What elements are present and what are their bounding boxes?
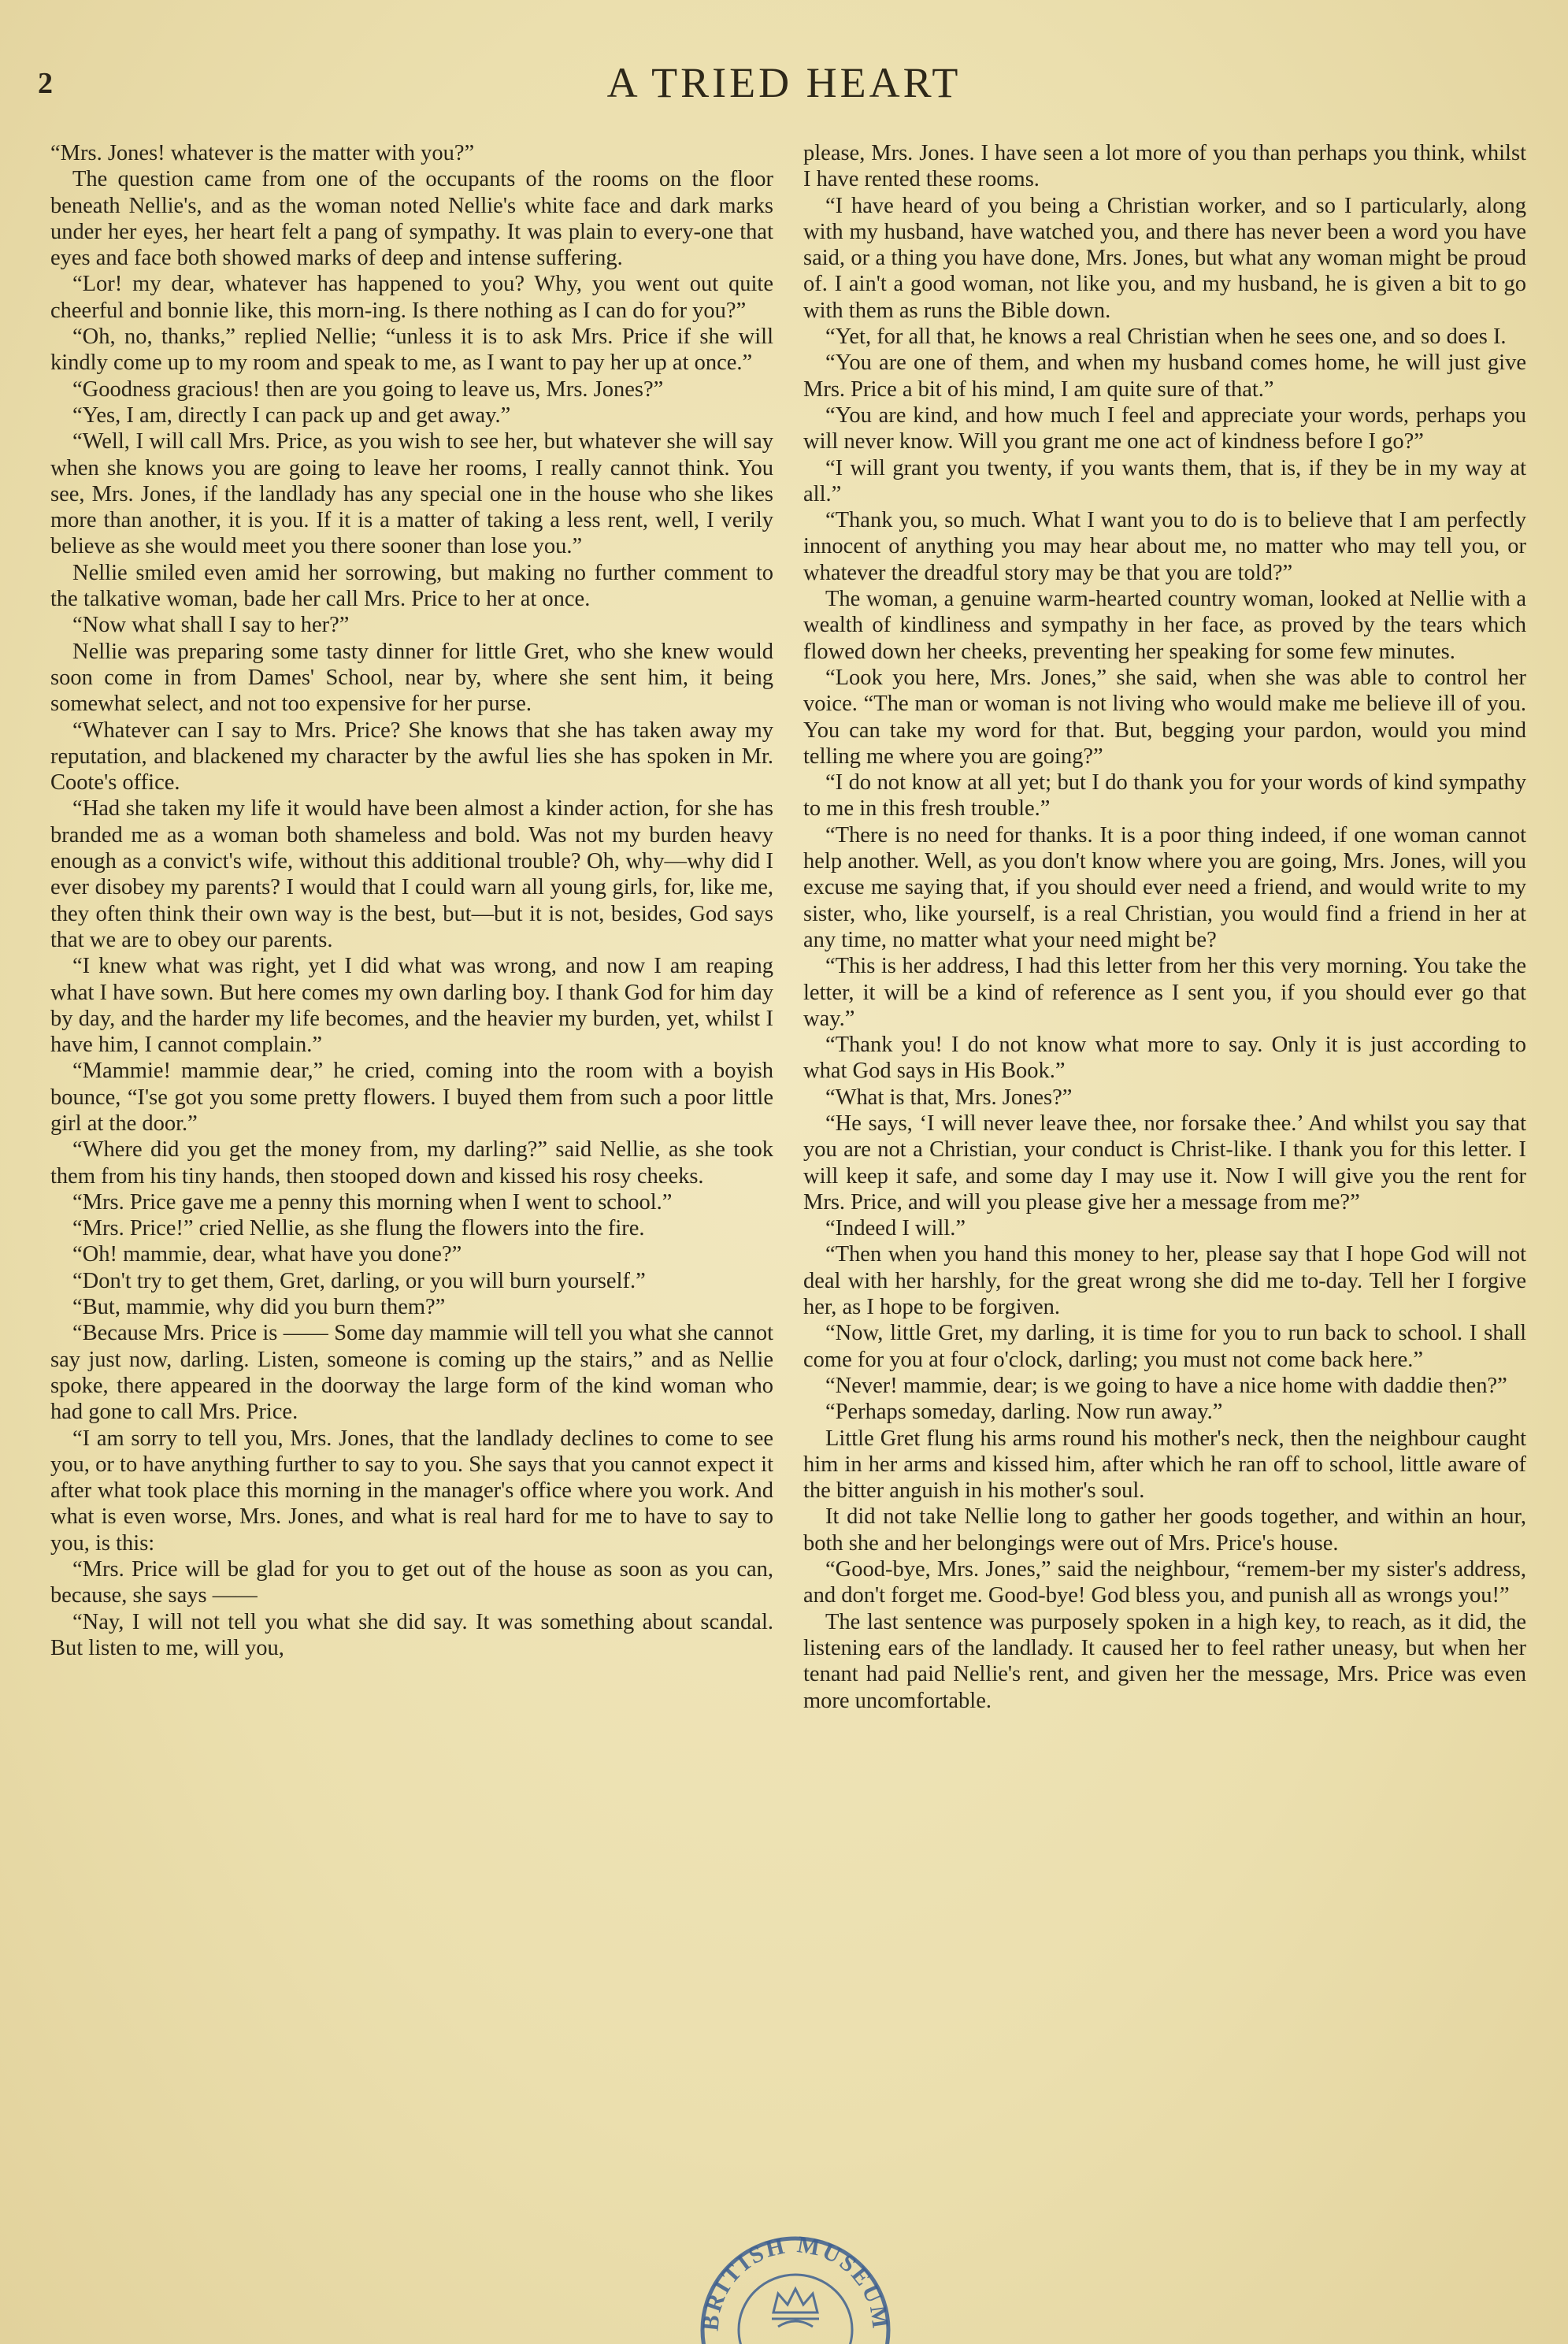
paragraph: “Now what shall I say to her?” [72,613,350,638]
paragraph: “Mrs. Price gave me a penny this morning when I went to school.” [72,1189,673,1215]
paragraph: “Perhaps someday, darling. Now run away.” [825,1400,1223,1425]
paragraph: “Where did you get the money from, my darling?” said Nellie, as she took them from his tiny hands, then stooped down and kissed his rosy cheeks. [50,1137,773,1189]
running-title: A TRIED HEART [606,59,962,106]
paragraph: The question came from one of the occupants of the rooms on the floor beneath Nellie's, and as the woman noted Nellie's white face and dark marks under her eyes, her heart felt a pang of sympathy. It was plain to every-one that eyes and face both showed marks of deep and intense suffering. [50,167,773,271]
paragraph: “Oh, no, thanks,” replied Nellie; “unless it is to ask Mrs. Price if she will kindly come up to my room and speak to me, as I want to pay her up at once.” [50,325,773,376]
paragraph: “But, mammie, why did you burn them?” [72,1295,446,1320]
paragraph: “Mrs. Price!” cried Nellie, as she flung the flowers into the fire. [72,1216,645,1241]
paragraph: “Good-bye, Mrs. Jones,” said the neighbour, “remem-ber my sister's address, and don't forget me. Good-bye! God bless you, and punish all as wrongs you!” [803,1557,1526,1608]
paragraph: “Mrs. Jones! whatever is the matter with you?” [50,141,475,165]
paragraph: “Whatever can I say to Mrs. Price? She knows that she has taken away my reputation, and blackened my character by the awful lies she has spoken in Mr. Coote's office. [50,718,773,796]
paragraph: please, Mrs. Jones. I have seen a lot more of you than perhaps you think, whilst I have rented these rooms. [803,141,1526,192]
paragraph: “This is her address, I had this letter from her this very morning. You take the letter, it will be a kind of reference as I sent you, if you should ever go that way.” [803,954,1526,1031]
paragraph: “Oh! mammie, dear, what have you done?” [72,1242,462,1267]
paragraph: “Lor! my dear, whatever has happened to you? Why, you went out quite cheerful and bonnie like, this morn-ing. Is there nothing as I can do for you?” [50,272,773,323]
paragraph: “I will grant you twenty, if you wants them, that is, if they be in my way at all.” [803,455,1526,506]
paragraph: “Indeed I will.” [825,1216,966,1241]
paragraph: “Look you here, Mrs. Jones,” she said, when she was able to control her voice. “The man or woman is not living who would make me believe ill of you. You can take my word for that. But, begging your pardon, would you mind telling me where you are going?” [803,665,1526,769]
paragraph: Little Gret flung his arms round his mother's neck, then the neighbour caught him in her arms and kissed him, after which he ran off to school, little aware of the bitter anguish in his mother's soul. [803,1426,1526,1504]
paragraph: “Now, little Gret, my darling, it is time for you to run back to school. I shall come for you at four o'clock, darling; you must not come back here.” [803,1321,1526,1372]
paragraph: “Mrs. Price will be glad for you to get out of the house as soon as you can, because, she says —— [50,1557,773,1608]
paragraph: “Mammie! mammie dear,” he cried, coming into the room with a boyish bounce, “I'se got you some pretty flowers. I buyed them from such a poor little girl at the door.” [50,1059,773,1136]
paragraph: Nellie was preparing some tasty dinner for little Gret, who she knew would soon come in from Dames' School, near by, where she sent him, it being somewhat select, and not too expensive for her purse. [50,639,773,717]
page-number: 2 [38,67,53,100]
paragraph: “Thank you! I do not know what more to say. Only it is just according to what God says in His Book.” [803,1033,1526,1084]
stamp-text: BRITISH MUSEUM [697,2231,894,2332]
paragraph: “You are kind, and how much I feel and appreciate your words, perhaps you will never know. Will you grant me one act of kindness before I go?” [803,402,1526,454]
paragraph: It did not take Nellie long to gather her goods together, and within an hour, both she and her belongings were out of Mrs. Price's house. [803,1504,1526,1556]
paragraph: “I knew what was right, yet I did what was wrong, and now I am reaping what I have sown. But here comes my own darling boy. I thank God for him day by day, and the harder my life becomes, and the heavier my burden, yet, whilst I have him, I cannot complain.” [50,954,773,1058]
svg-text:BRITISH MUSEUM [697,2231,894,2332]
right-column [803,140,1526,1714]
paragraph: “Goodness gracious! then are you going to leave us, Mrs. Jones?” [72,376,664,402]
paragraph: “He says, ‘I will never leave thee, nor forsake thee.’ And whilst you say that you are not a Christian, your conduct is Christ-like. I thank you for this letter. I will keep it safe, and some day I may use it. Now I will give you the rent for Mrs. Price, and will you please give her a message from me?” [803,1111,1526,1215]
library-stamp [685,2212,906,2344]
paragraph: “Because Mrs. Price is —— Some day mammie will tell you what she cannot say just now, darling. Listen, someone is coming up the stairs,” and as Nellie spoke, there appeared in the doorway the large form of the kind woman who had gone to call Mrs. Price. [50,1321,773,1425]
paragraph: “Had she taken my life it would have been almost a kinder action, for she has branded me as a woman both shameless and bold. Was not my burden heavy enough as a convict's wife, without this additional trouble? Oh, why—why did I ever disobey my parents? I would that I could warn all young girls, for, like me, they often think their own way is the best, but—but it is not, besides, God says that we are to obey our parents. [50,796,773,952]
paragraph: The last sentence was purposely spoken in a high key, to reach, as it did, the listening ears of the landlady. It caused her to feel rather uneasy, but when her tenant had paid Nellie's rent, and given her the message, Mrs. Price was even more uncomfortable. [803,1609,1526,1713]
paragraph: “Then when you hand this money to her, please say that I hope God will not deal with her harshly, for the great wrong she did me to-day. Tell her I forgive her, as I hope to be forgiven. [803,1242,1526,1320]
stamp-ring-inner [739,2275,852,2344]
paragraph: “Well, I will call Mrs. Price, as you wish to see her, but whatever she will say when she knows you are going to leave her rooms, I really cannot think. You see, Mrs. Jones, if the landlady has any special one in the house who she likes more than another, it is you. If it is a matter of taking a less rent, well, I verily believe as she would meet you there sooner than lose you.” [50,429,773,559]
paragraph: “Yes, I am, directly I can pack up and get away.” [72,402,511,428]
paragraph: Nellie smiled even amid her sorrowing, but making no further comment to the talkative woman, bade her call Mrs. Price to her at once. [50,560,773,612]
paragraph: “Don't try to get them, Gret, darling, or you will burn yourself.” [72,1268,646,1293]
paragraph: “I do not know at all yet; but I do thank you for your words of kind sympathy to me in this fresh trouble.” [803,770,1526,822]
crown-icon [772,2289,819,2327]
paragraph: “I am sorry to tell you, Mrs. Jones, that the landlady declines to come to see you, or to have anything further to say to you. She says that you cannot expect it after what took place this morning in the manager's office where you work. And what is even worse, Mrs. Jones, and what is real hard for me to have to say to you, is this: [50,1426,773,1556]
left-column [50,140,773,1661]
paragraph: The woman, a genuine warm-hearted country woman, looked at Nellie with a wealth of kindliness and sympathy in her face, as proved by the tears which flowed down her cheeks, preventing her speaking for some few minutes. [803,587,1526,664]
paragraph: “There is no need for thanks. It is a poor thing indeed, if one woman cannot help another. Well, as you don't know where you are going, Mrs. Jones, will you excuse me saying that, if you should ever need a friend, and would write to my sister, who, like yourself, is a real Christian, you would find a friend in her at any time, no matter what your need might be? [803,822,1526,952]
paragraph: “Never! mammie, dear; is we going to have a nice home with daddie then?” [825,1373,1507,1398]
paragraph: “I have heard of you being a Christian worker, and so I particularly, along with my husband, have watched you, and there has never been a word you have said, or a thing you have done, Mrs. Jones, but what any woman might be proud of. I ain't a good woman, not like you, and my husband, he is given a bit to go with them as runs the Bible down. [803,193,1526,323]
paragraph: “Yet, for all that, he knows a real Christian when he sees one, and so does I. [825,325,1507,350]
paragraph: “You are one of them, and when my husband comes home, he will just give Mrs. Price a bit of his mind, I am quite sure of that.” [803,350,1526,402]
paragraph: “Nay, I will not tell you what she did say. It was something about scandal. But listen to me, will you, [50,1609,773,1660]
paragraph: “Thank you, so much. What I want you to do is to believe that I am perfectly innocent of anything you may hear about me, no matter who may tell you, or whatever the dreadful story may be that you are told?” [803,508,1526,585]
paragraph: “What is that, Mrs. Jones?” [825,1085,1073,1110]
